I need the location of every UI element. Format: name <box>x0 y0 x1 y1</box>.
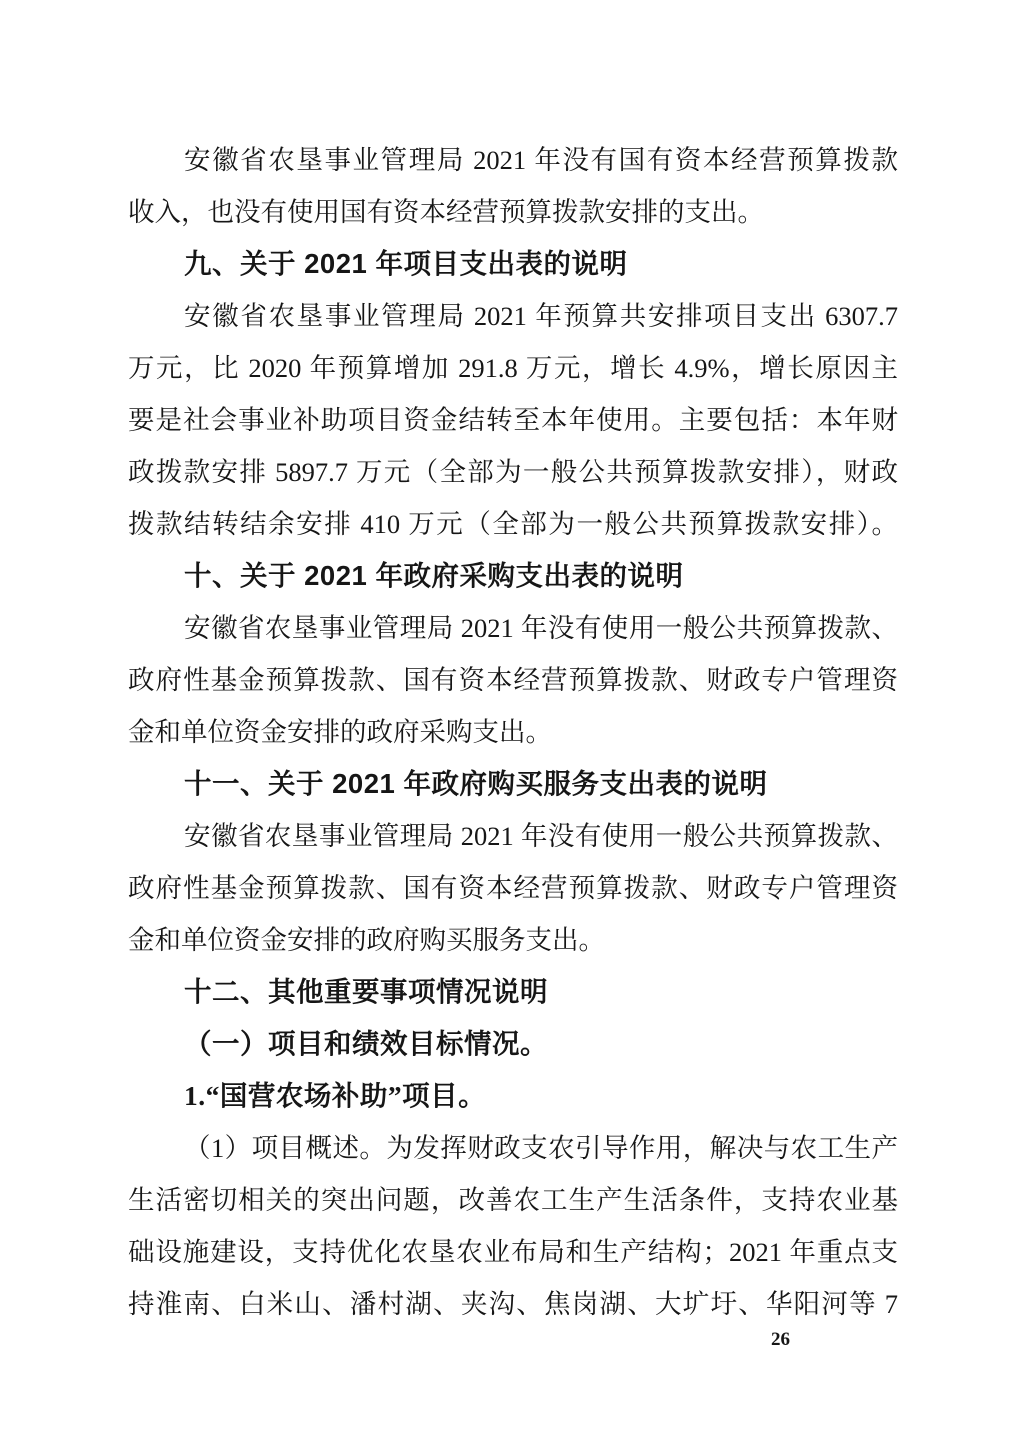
heading-section-twelve: 十二、其他重要事项情况说明 <box>184 976 548 1007</box>
text-line: 础设施建设，支持优化农垦农业布局和生产结构；2021 年重点支 <box>128 1237 898 1267</box>
text-line: 安徽省农垦事业管理局 2021 年预算共安排项目支出 6307.7 <box>184 301 898 331</box>
text-line: 政府性基金预算拨款、国有资本经营预算拨款、财政专户管理资 <box>128 665 898 695</box>
heading-section-nine: 九、关于 2021 年项目支出表的说明 <box>184 248 628 279</box>
text-line: 政府性基金预算拨款、国有资本经营预算拨款、财政专户管理资 <box>128 873 898 903</box>
heading-section-eleven: 十一、关于 2021 年政府购买服务支出表的说明 <box>184 768 768 799</box>
text-line: 安徽省农垦事业管理局 2021 年没有使用一般公共预算拨款、 <box>184 613 898 643</box>
text-line: 要是社会事业补助项目资金结转至本年使用。主要包括：本年财 <box>128 405 898 435</box>
text-line: 金和单位资金安排的政府购买服务支出。 <box>128 925 605 955</box>
text-line: 金和单位资金安排的政府采购支出。 <box>128 717 552 747</box>
text-line: 安徽省农垦事业管理局 2021 年没有使用一般公共预算拨款、 <box>184 821 898 851</box>
document-body <box>128 134 898 1330</box>
text-line: 生活密切相关的突出问题，改善农工生产生活条件，支持农业基 <box>128 1185 898 1215</box>
heading-item-one: 1.“国营农场补助”项目。 <box>184 1080 487 1111</box>
text-line: 拨款结转结余安排 410 万元（全部为一般公共预算拨款安排）。 <box>128 509 898 539</box>
text-line: （1）项目概述。为发挥财政支农引导作用，解决与农工生产 <box>184 1133 898 1163</box>
text-line: 万元，比 2020 年预算增加 291.8 万元，增长 4.9%，增长原因主 <box>128 353 898 383</box>
text-line: 安徽省农垦事业管理局 2021 年没有国有资本经营预算拨款 <box>184 145 898 175</box>
heading-section-ten: 十、关于 2021 年政府采购支出表的说明 <box>184 560 684 591</box>
text-line: 持淮南、白米山、潘村湖、夹沟、焦岗湖、大圹圩、华阳河等 7 <box>128 1289 898 1319</box>
text-line: 政拨款安排 5897.7 万元（全部为一般公共预算拨款安排），财政 <box>128 457 898 487</box>
page-number: 26 <box>771 1329 790 1350</box>
heading-subsection-one: （一）项目和绩效目标情况。 <box>184 1028 548 1059</box>
text-line: 收入，也没有使用国有资本经营预算拨款安排的支出。 <box>128 197 764 227</box>
